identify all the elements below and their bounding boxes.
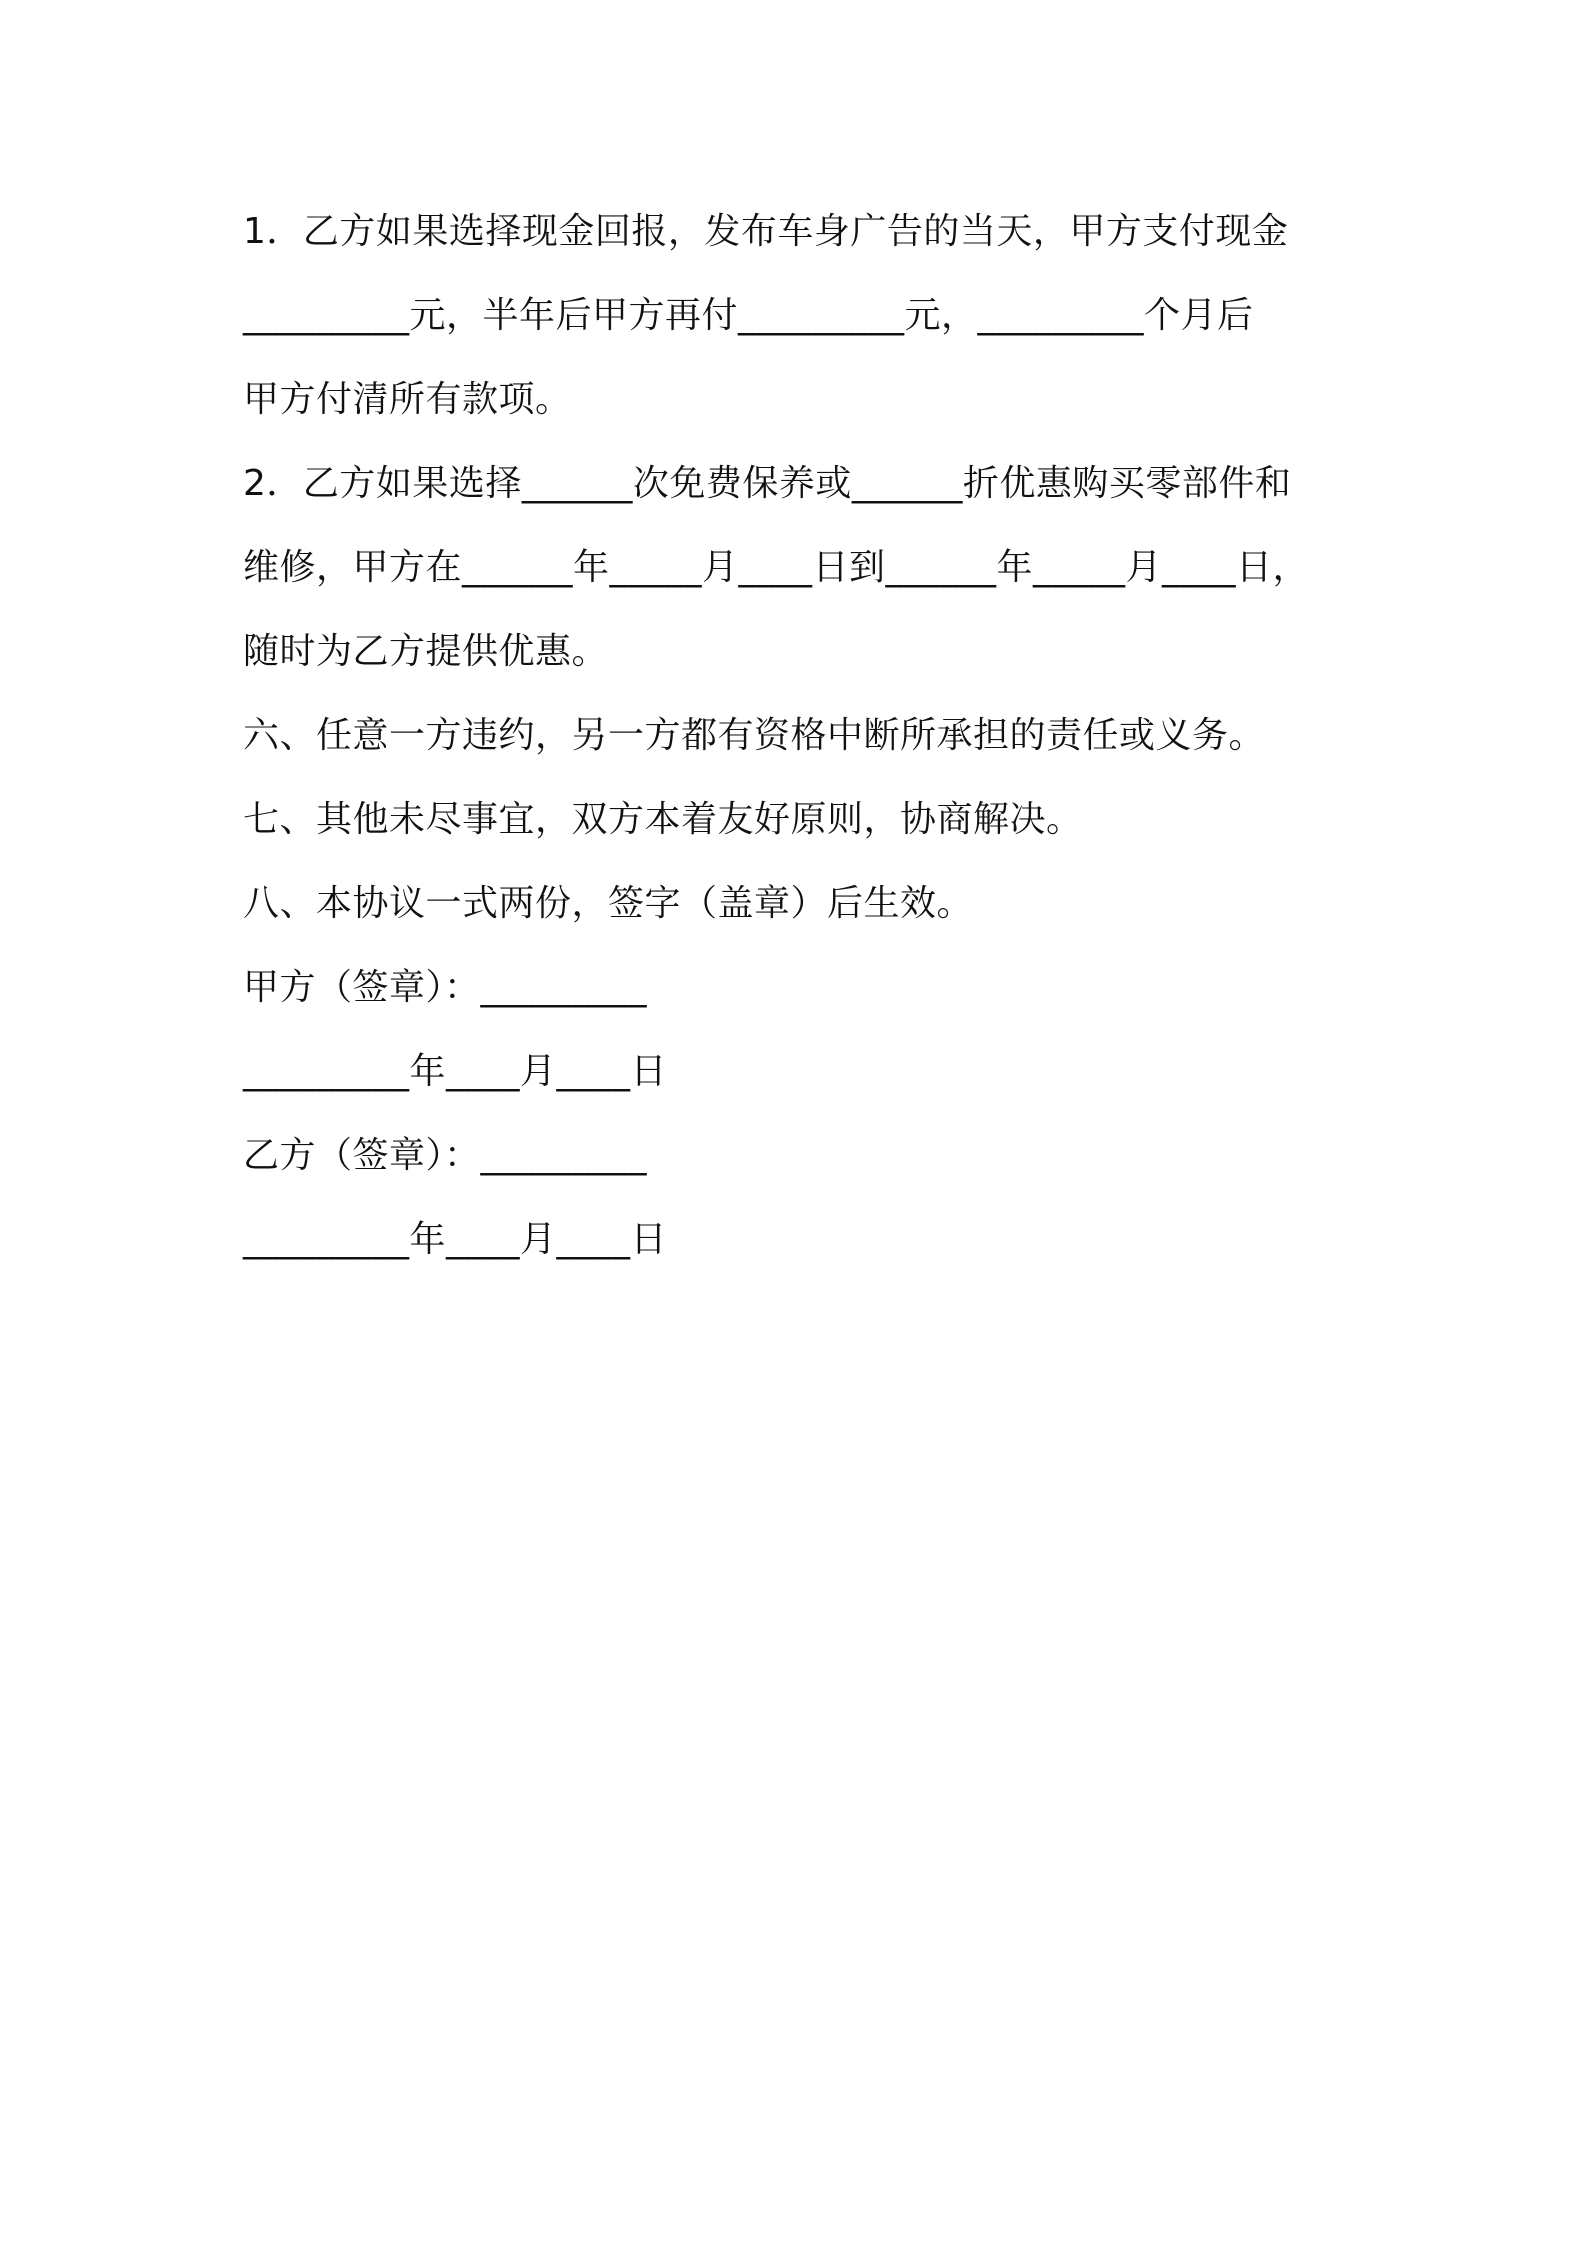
line-text: 六、任意一方违约，另一方都有资格中断所承担的责任或义务。 (243, 715, 1266, 756)
paragraph-line-2 (243, 280, 1383, 364)
line-text: 乙方（签章）：_________ (243, 1135, 648, 1176)
line-text: 维修，甲方在______年_____月____日到______年_____月____日， (243, 547, 1310, 588)
line-text: 2．乙方如果选择______次免费保养或______折优惠购买零部件和 (243, 463, 1292, 504)
clause-eight (243, 868, 1383, 952)
paragraph-line-4 (243, 448, 1383, 532)
line-text: _________年____月____日 (243, 1219, 667, 1260)
line-text: 八、本协议一式两份，签字（盖章）后生效。 (243, 883, 974, 924)
line-text: 1．乙方如果选择现金回报，发布车身广告的当天，甲方支付现金 (243, 211, 1289, 252)
line-text: 甲方（签章）：_________ (243, 967, 648, 1008)
line-text: 随时为乙方提供优惠。 (243, 631, 609, 672)
clause-seven (243, 784, 1383, 868)
paragraph-line-6 (243, 616, 1383, 700)
line-text: _________元，半年后甲方再付_________元，_________个月后 (243, 295, 1254, 336)
line-text: 七、其他未尽事宜，双方本着友好原则，协商解决。 (243, 799, 1083, 840)
line-text: 甲方付清所有款项。 (243, 379, 572, 420)
party-b-date (243, 1204, 1383, 1288)
party-a-signature (243, 952, 1383, 1036)
clause-six (243, 700, 1383, 784)
paragraph-line-1 (243, 196, 1383, 280)
paragraph-line-3 (243, 364, 1383, 448)
paragraph-line-5 (243, 532, 1383, 616)
line-text: _________年____月____日 (243, 1051, 667, 1092)
party-a-date (243, 1036, 1383, 1120)
party-b-signature (243, 1120, 1383, 1204)
document-body (243, 196, 1383, 1288)
